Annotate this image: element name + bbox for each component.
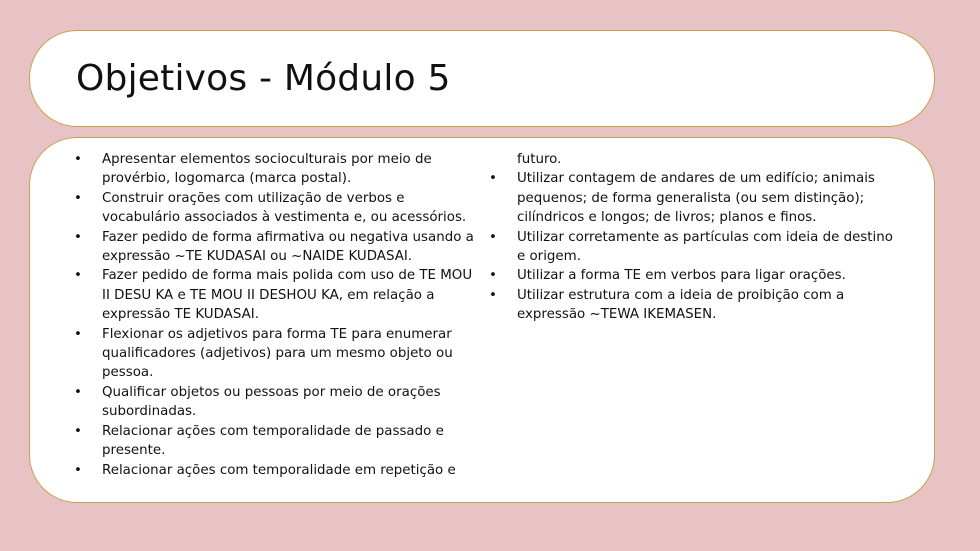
list-item-text: futuro. (517, 152, 562, 167)
list-item-text: Utilizar corretamente as partículas com ideia de destino e origem. (517, 229, 893, 265)
list-item (74, 461, 482, 480)
list-item-text: Fazer pedido de forma mais polida com uso de TE MOU II DESU KA e TE MOU II DESHOU KA, em relação a expressão TE KUDASAI. (102, 268, 473, 323)
bullet-icon: • (74, 423, 82, 439)
list-item-text: Fazer pedido de forma afirmativa ou negativa usando a expressão ~TE KUDASAI ou ~NAIDE KUDASAI. (102, 229, 474, 265)
list-item (489, 228, 902, 267)
list-item-continuation (517, 150, 902, 169)
bullet-icon: • (74, 229, 82, 245)
list-item (489, 266, 902, 285)
list-item (489, 169, 902, 227)
list-item-text: Utilizar contagem de andares de um edifício; animais pequenos; de forma generalista (ou sem distinção); cilíndricos e longos; de livros; planos e finos. (517, 171, 875, 226)
bullet-icon: • (489, 229, 497, 245)
list-item-text: Relacionar ações com temporalidade de passado e presente. (102, 423, 444, 459)
title-panel (29, 30, 935, 127)
bullet-icon: • (489, 287, 497, 303)
objectives-list-right (489, 150, 902, 325)
list-item-text: Qualificar objetos ou pessoas por meio de orações subordinadas. (102, 384, 441, 420)
list-item-text: Apresentar elementos socioculturais por meio de provérbio, logomarca (marca postal). (102, 152, 432, 187)
list-item-text: Utilizar a forma TE em verbos para ligar orações. (517, 268, 846, 284)
list-item (74, 150, 482, 189)
list-item (74, 266, 482, 324)
list-item (74, 189, 482, 228)
slide-title: Objetivos - Módulo 5 (76, 58, 451, 99)
list-item (74, 383, 482, 422)
objectives-list-left (74, 150, 482, 480)
list-item-text: Flexionar os adjetivos para forma TE para enumerar qualificadores (adjetivos) para um mesmo objeto ou pessoa. (102, 326, 453, 381)
bullet-icon: • (74, 152, 82, 167)
bullet-icon: • (74, 190, 82, 206)
list-item-text: Construir orações com utilização de verbos e vocabulário associados à vestimenta e, ou acessórios. (102, 190, 467, 226)
list-item (74, 228, 482, 267)
bullet-icon: • (489, 171, 497, 187)
bullet-icon: • (74, 384, 82, 400)
list-item (74, 422, 482, 461)
list-item (74, 325, 482, 383)
bullet-icon: • (74, 326, 82, 342)
bullet-icon: • (489, 268, 497, 284)
bullet-icon: • (74, 462, 82, 478)
list-item-text: Utilizar estrutura com a ideia de proibição com a expressão ~TEWA IKEMASEN. (517, 287, 845, 323)
bullet-icon: • (74, 268, 82, 284)
list-item (489, 286, 902, 325)
list-item-text: Relacionar ações com temporalidade em repetição e (102, 462, 456, 478)
